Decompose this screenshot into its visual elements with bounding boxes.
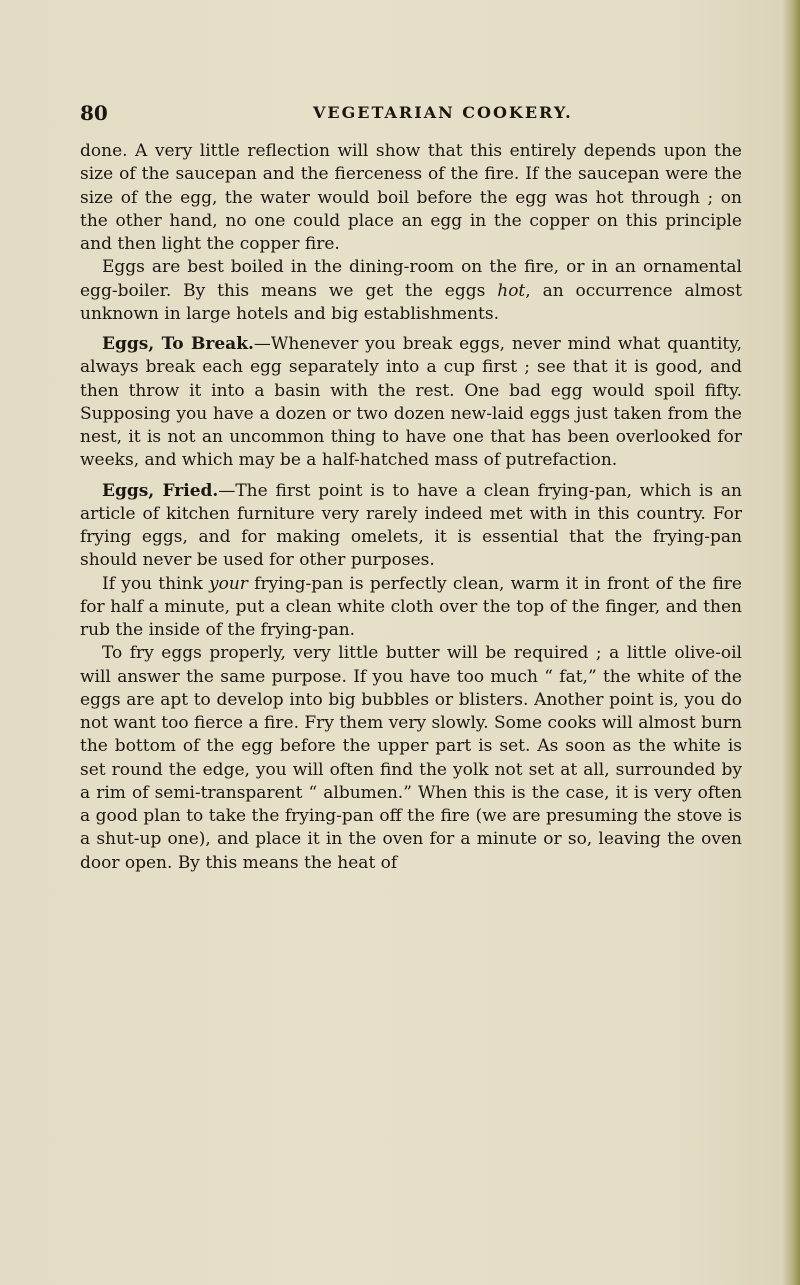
entry-text: —The first point is to have a clean frying-pan, which is an article of kitchen furniture very rarely indeed met with in this country. For frying eggs, and for making omelets, it is essential that the frying-pan should never be used for other purposes. [80,480,742,571]
entry-heading: Eggs, To Break. [102,334,254,354]
entry-text: —Whenever you break eggs, never mind what quantity, always break each egg separately into a cup first ; see that it is good, and then throw it into a basin with the rest. One bad egg would spoil fifty. Supposing you have a dozen or two dozen new-laid eggs just taken from the nest, it is not an uncommon thing to have one that has been overlooked for weeks, and which may be a half-hatched mass of putrefaction. [80,334,743,471]
emphasis-hot: hot [497,280,526,301]
running-title: VEGETARIAN COOKERY. [313,103,573,122]
emphasis-your: your [209,573,248,594]
paragraph-text-after: , an occurrence almost unknown in large hotels and big establishments. [80,280,742,324]
paragraph-fry-eggs [80,642,742,875]
paragraph-text-before: Eggs are best boiled in the dining-room on the fire, or in an ornamental egg-boiler. By this means we get the eggs [80,257,742,301]
body-text [80,140,742,875]
page-number: 80 [80,101,108,125]
entry-heading: Eggs, Fried. [102,480,219,501]
entry-eggs-fried [80,480,742,573]
entry-eggs-to-break [80,333,742,473]
page-edge [782,0,800,1285]
paragraph-text: To fry eggs properly, very little butter will be required ; a little olive-oil will answer the same purpose. If you have too much “ fat,” the white of the eggs are apt to develop into big bubbles or blisters. Another point is, you do not want too fierce a fire. Fry them very slowly. Some cooks will almost burn the bottom of the egg before the upper part is set. As soon as the white is set round the edge, you will often find the yolk not set at all, surrounded by a rim of semi-transparent “ albumen.” When this is the case, it is very often a good plan to take the frying-pan off the fire (we are presuming the stove is a shut-up one), and place it in the oven for a minute or so, leaving the oven door open. By this means the heat of [80,643,742,873]
running-head [80,101,740,127]
paragraph-text-after: frying-pan is perfectly clean, warm it in front of the fire for half a minute, put a clean white cloth over the top of the finger, and then rub the inside of the frying-pan. [80,573,742,640]
paragraph-continued [80,140,742,256]
paragraph-text-before: If you think [102,573,209,594]
paragraph-eggs-boiled [80,256,742,326]
paragraph-clean-pan [80,573,742,643]
paragraph-text: done. A very little reflection will show that this entirely depends upon the size of the saucepan and the fierceness of the fire. If the saucepan were the size of the egg, the water would boil before the egg was hot through ; on the other hand, no one could place an egg in the copper on this principle and then light the copper fire. [80,141,742,254]
paragraph-gap [80,473,742,480]
paragraph-gap [80,326,742,333]
